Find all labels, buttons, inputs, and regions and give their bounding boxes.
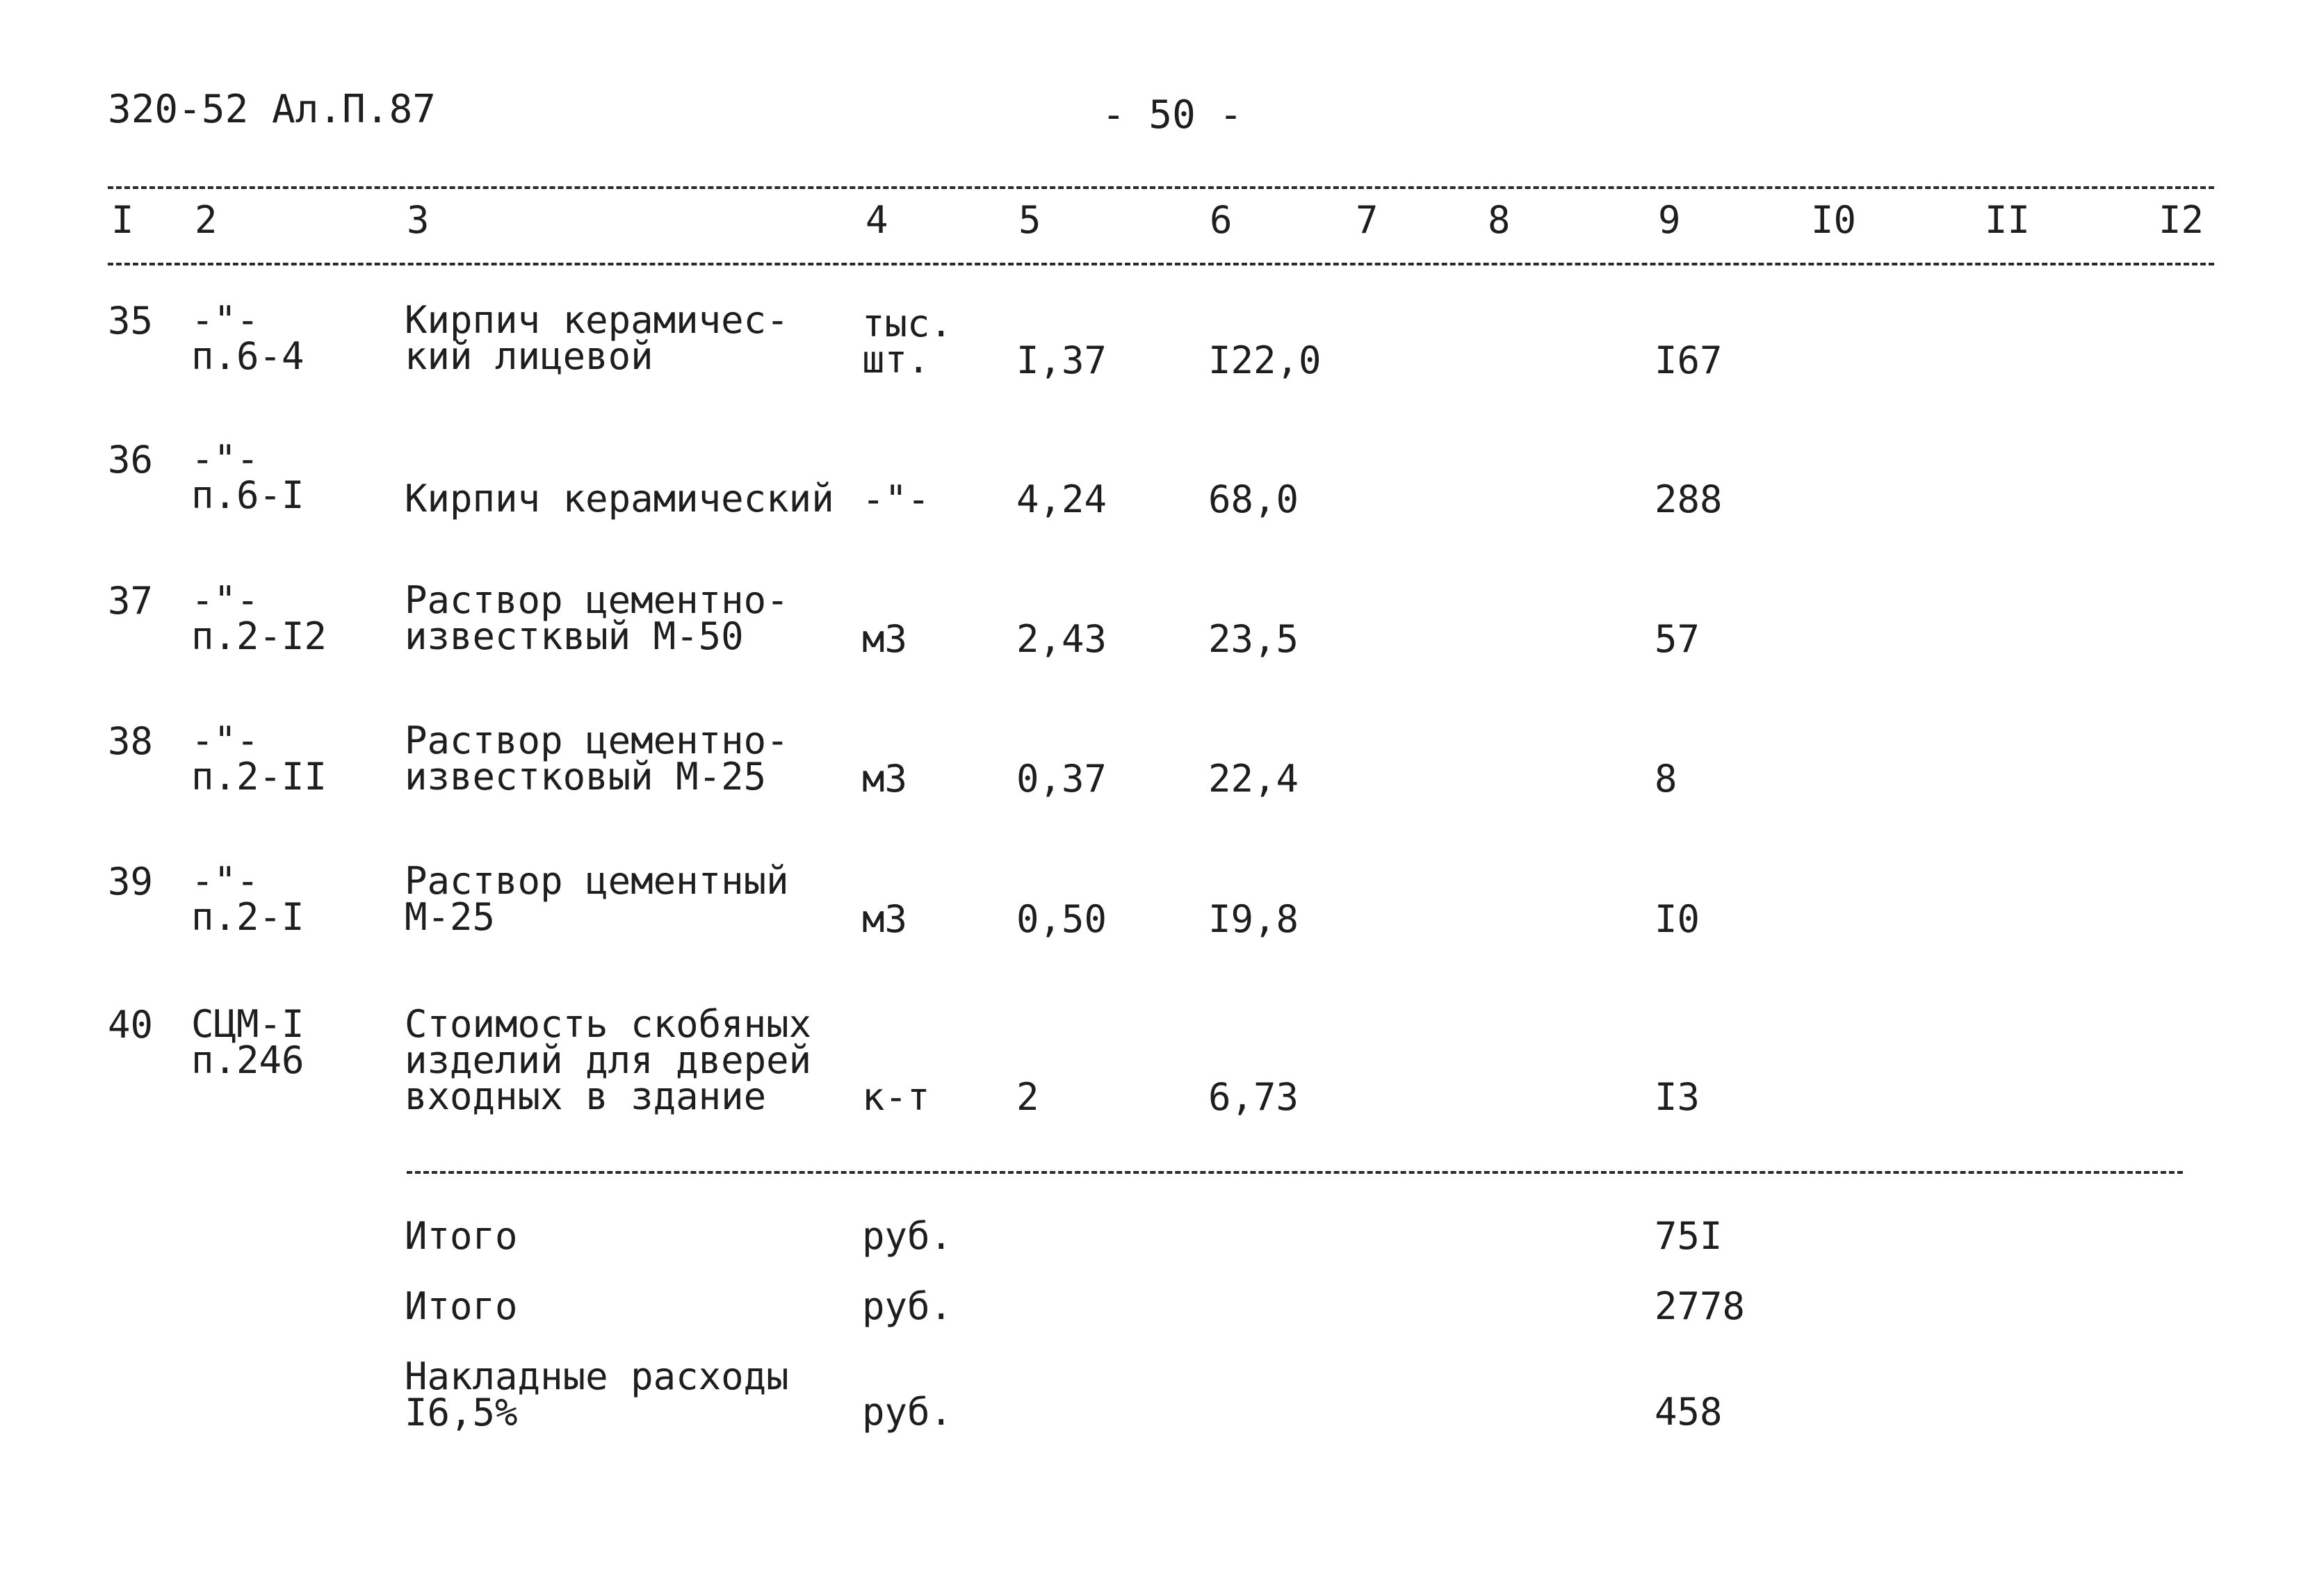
- row-unit: м3: [862, 757, 908, 801]
- row-total: 8: [1655, 757, 1677, 801]
- row-quantity: 0,37: [1016, 757, 1107, 801]
- row-reference: -"- п.2-I: [191, 859, 304, 939]
- totals-separator-rule: [407, 1171, 2183, 1174]
- row-quantity: 2: [1016, 1075, 1039, 1119]
- row-total: I67: [1655, 338, 1723, 382]
- summary-label: Накладные расходы I6,5%: [405, 1354, 789, 1434]
- row-name: Кирпич керамичес- кий лицевой: [405, 298, 789, 378]
- row-total: 288: [1655, 477, 1723, 521]
- row-number: 35: [108, 299, 154, 343]
- row-reference: -"- п.6-I: [191, 437, 304, 517]
- row-number: 38: [108, 719, 154, 763]
- row-reference: -"- п.2-II: [191, 719, 327, 799]
- summary-unit: руб.: [862, 1214, 953, 1258]
- summary-total: 75I: [1655, 1214, 1723, 1258]
- row-unit: -"-: [862, 477, 930, 521]
- column-header: 6: [1210, 198, 1233, 242]
- row-number: 36: [108, 438, 154, 482]
- column-header: I0: [1811, 198, 1857, 242]
- column-header: 5: [1018, 198, 1041, 242]
- row-unit-price: 22,4: [1208, 757, 1299, 801]
- row-reference: -"- п.6-4: [191, 298, 304, 378]
- row-quantity: 4,24: [1016, 477, 1107, 521]
- row-unit-price: 6,73: [1208, 1075, 1299, 1119]
- column-header: 3: [407, 198, 430, 242]
- row-unit-price: 68,0: [1208, 477, 1299, 521]
- header-bottom-rule: [108, 263, 2214, 265]
- row-total: 57: [1655, 617, 1700, 661]
- row-name: Стоимость скобяных изделий для дверей входных в здание: [405, 1002, 812, 1118]
- column-header: 7: [1356, 198, 1379, 242]
- row-name: Раствор цементно- известковый М-25: [405, 719, 789, 799]
- column-header: II: [1985, 198, 2031, 242]
- row-unit-price: 23,5: [1208, 617, 1299, 661]
- row-reference: -"- п.2-I2: [191, 578, 327, 658]
- row-unit-price: I22,0: [1208, 338, 1322, 382]
- summary-label: Итого: [405, 1284, 518, 1328]
- row-number: 40: [108, 1003, 154, 1047]
- row-unit: м3: [862, 897, 908, 941]
- row-name: Раствор цементный М-25: [405, 859, 789, 939]
- summary-unit: руб.: [862, 1390, 953, 1434]
- row-name: Кирпич керамический: [405, 477, 834, 521]
- summary-unit: руб.: [862, 1284, 953, 1328]
- header-top-rule: [108, 186, 2214, 189]
- row-unit: к-т: [862, 1075, 930, 1119]
- column-header: 8: [1488, 198, 1511, 242]
- row-number: 39: [108, 860, 154, 903]
- row-quantity: 0,50: [1016, 897, 1107, 941]
- row-name: Раствор цементно- известквый М-50: [405, 578, 789, 658]
- row-number: 37: [108, 579, 154, 623]
- row-quantity: 2,43: [1016, 617, 1107, 661]
- row-total: I3: [1655, 1075, 1700, 1119]
- row-total: I0: [1655, 897, 1700, 941]
- row-unit: м3: [862, 617, 908, 661]
- row-unit: тыс. шт.: [862, 302, 953, 382]
- column-header: I2: [2159, 198, 2204, 242]
- column-header: 9: [1658, 198, 1681, 242]
- summary-total: 2778: [1655, 1284, 1746, 1328]
- column-header: 4: [866, 198, 888, 242]
- row-reference: СЦМ-I п.246: [191, 1002, 304, 1082]
- row-quantity: I,37: [1016, 338, 1107, 382]
- column-header: I: [111, 198, 134, 242]
- column-header: 2: [195, 198, 218, 242]
- document-code: 320-52 Ал.П.87: [108, 87, 437, 132]
- summary-total: 458: [1655, 1390, 1723, 1434]
- summary-label: Итого: [405, 1214, 518, 1258]
- page-number: - 50 -: [1102, 92, 1243, 138]
- row-unit-price: I9,8: [1208, 897, 1299, 941]
